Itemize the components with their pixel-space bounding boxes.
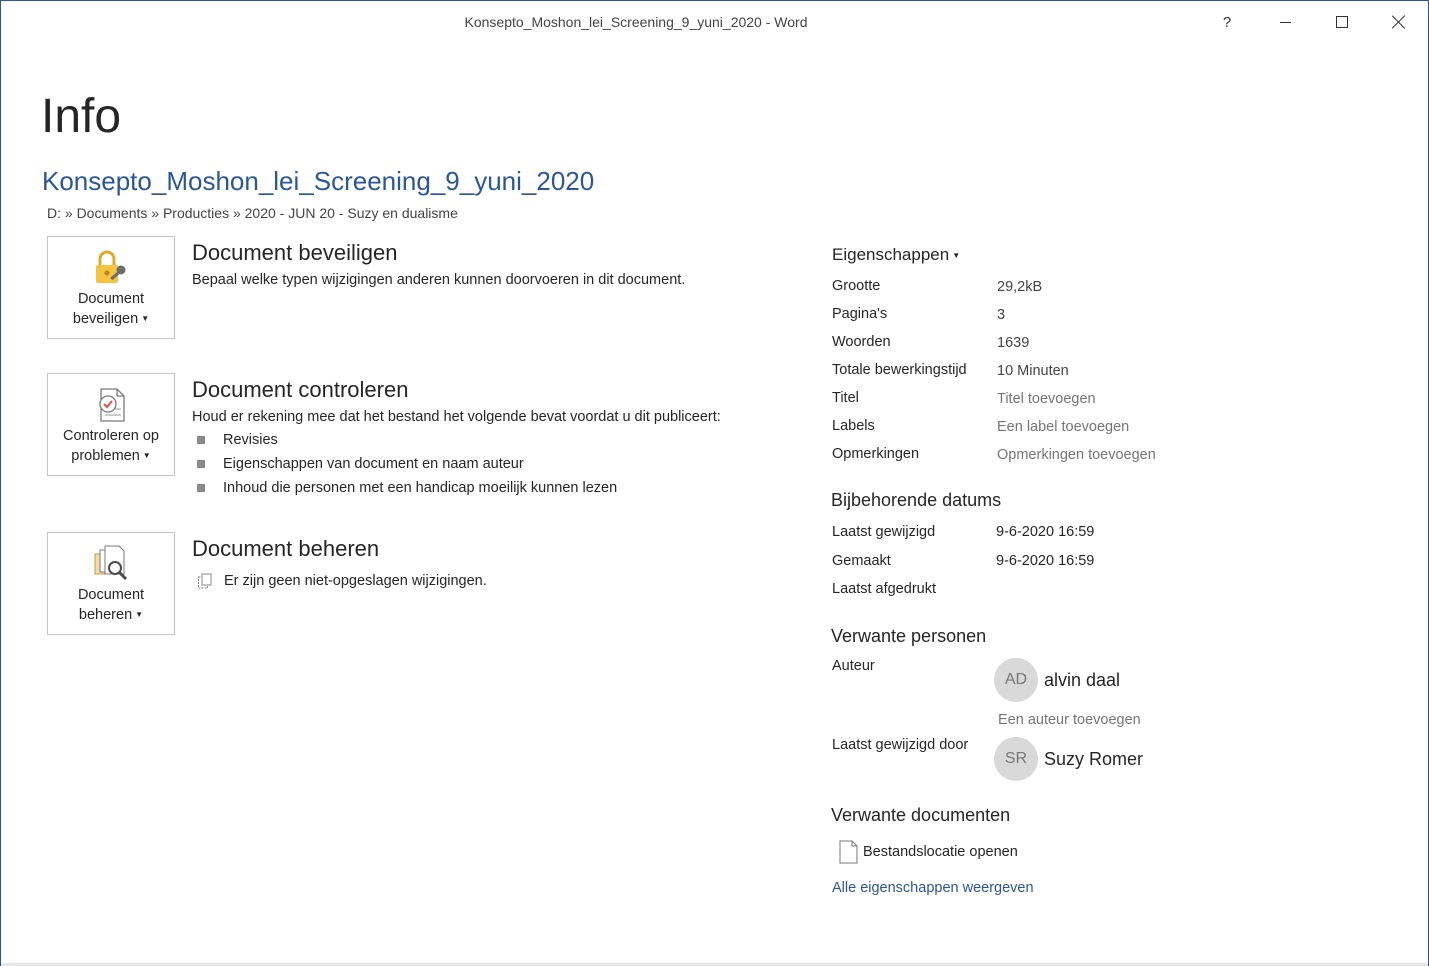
help-icon: ?	[1222, 13, 1232, 31]
author-label: Auteur	[832, 658, 875, 674]
modified-by-label: Laatst gewijzigd door	[832, 737, 969, 753]
maximize-button[interactable]	[1314, 1, 1370, 43]
close-button[interactable]	[1371, 1, 1427, 43]
comments-field[interactable]: Opmerkingen toevoegen	[997, 447, 1156, 463]
protect-document-label-1: Document	[77, 291, 145, 307]
bullet-icon	[197, 484, 205, 492]
list-item	[197, 432, 278, 448]
document-name: Konsepto_Moshon_lei_Screening_9_yuni_2020	[42, 166, 595, 196]
help-button[interactable]	[1199, 1, 1255, 43]
document-icon	[839, 840, 858, 864]
inspect-section-description: Houd er rekening mee dat het bestand het volgende bevat voordat u dit publiceert:	[192, 409, 721, 425]
breadcrumb[interactable]: D: » Documents » Producties » 2020 - JUN 20 - Suzy en dualisme	[47, 205, 458, 221]
protect-document-label-2: beveiligen	[72, 311, 139, 327]
tags-label: Labels	[832, 418, 875, 434]
inspect-section-title: Document controleren	[192, 377, 409, 402]
show-all-properties-link[interactable]: Alle eigenschappen weergeven	[832, 880, 1034, 896]
protect-section-title: Document beveiligen	[192, 240, 398, 265]
open-file-location-link[interactable]	[839, 840, 1018, 864]
window-title: Konsepto_Moshon_lei_Screening_9_yuni_2020 - Word	[464, 14, 808, 30]
minimize-icon	[1280, 22, 1291, 23]
chevron-down-icon: ▼	[141, 314, 150, 324]
printed-label: Laatst afgedrukt	[832, 581, 936, 597]
manage-document-label-1: Document	[77, 587, 145, 603]
words-value: 1639	[997, 335, 1030, 351]
protect-document-button[interactable]	[47, 236, 175, 339]
chevron-down-icon: ▼	[952, 251, 961, 261]
unsaved-changes-status	[197, 573, 487, 589]
related-documents-header: Verwante documenten	[831, 805, 1011, 825]
modified-by-name[interactable]: Suzy Romer	[1044, 749, 1144, 769]
add-author-field[interactable]: Een auteur toevoegen	[998, 712, 1141, 728]
size-label: Grootte	[832, 278, 881, 294]
modified-value: 9-6-2020 16:59	[996, 524, 1095, 540]
list-item-text: Eigenschappen van document en naam auteur	[223, 456, 524, 472]
pages-label: Pagina's	[832, 306, 888, 322]
check-issues-label-1: Controleren op	[63, 428, 159, 444]
words-label: Woorden	[832, 334, 891, 350]
page-title: Info	[41, 90, 122, 143]
pages-value: 3	[997, 307, 1006, 323]
chevron-down-icon: ▼	[142, 451, 151, 461]
bullet-icon	[197, 436, 205, 444]
manage-document-label-2: beheren	[78, 607, 133, 623]
document-versions-icon	[197, 573, 213, 589]
list-item-text: Revisies	[223, 432, 278, 448]
lock-icon	[91, 247, 131, 289]
created-label: Gemaakt	[832, 553, 891, 569]
manage-document-button[interactable]	[47, 532, 175, 635]
avatar[interactable]: SR	[994, 737, 1038, 781]
people-header: Verwante personen	[831, 626, 987, 646]
avatar[interactable]: AD	[994, 658, 1038, 702]
tags-field[interactable]: Een label toevoegen	[997, 419, 1130, 435]
bullet-icon	[197, 460, 205, 468]
inspect-document-icon	[91, 384, 131, 426]
open-file-location-label: Bestandslocatie openen	[863, 844, 1018, 860]
protect-section-description: Bepaal welke typen wijzigingen anderen kunnen doorvoeren in dit document.	[192, 272, 686, 288]
edit-time-label: Totale bewerkingstijd	[832, 362, 967, 378]
comments-label: Opmerkingen	[832, 446, 920, 462]
maximize-icon	[1336, 16, 1348, 28]
manage-section-title: Document beheren	[192, 536, 380, 561]
list-item	[197, 456, 524, 472]
dates-header: Bijbehorende datums	[831, 490, 1002, 510]
title-label: Titel	[832, 390, 859, 406]
unsaved-changes-text: Er zijn geen niet-opgeslagen wijzigingen.	[224, 573, 487, 589]
modified-label: Laatst gewijzigd	[832, 524, 936, 540]
check-issues-button[interactable]	[47, 373, 175, 476]
minimize-button[interactable]	[1257, 1, 1313, 43]
list-item	[197, 480, 617, 496]
list-item-text: Inhoud die personen met een handicap moeilijk kunnen lezen	[223, 480, 618, 496]
size-value: 29,2kB	[997, 279, 1043, 295]
created-value: 9-6-2020 16:59	[996, 553, 1095, 569]
properties-header-label: Eigenschappen	[832, 245, 950, 264]
close-icon	[1392, 15, 1406, 29]
properties-header[interactable]	[832, 245, 960, 265]
author-name[interactable]: alvin daal	[1044, 670, 1121, 690]
edit-time-value: 10 Minuten	[997, 363, 1069, 379]
title-field[interactable]: Titel toevoegen	[997, 391, 1096, 407]
title-bar	[1, 1, 1428, 43]
chevron-down-icon: ▼	[135, 610, 144, 620]
check-issues-label-2: problemen	[71, 448, 140, 464]
manage-document-icon	[91, 543, 131, 585]
